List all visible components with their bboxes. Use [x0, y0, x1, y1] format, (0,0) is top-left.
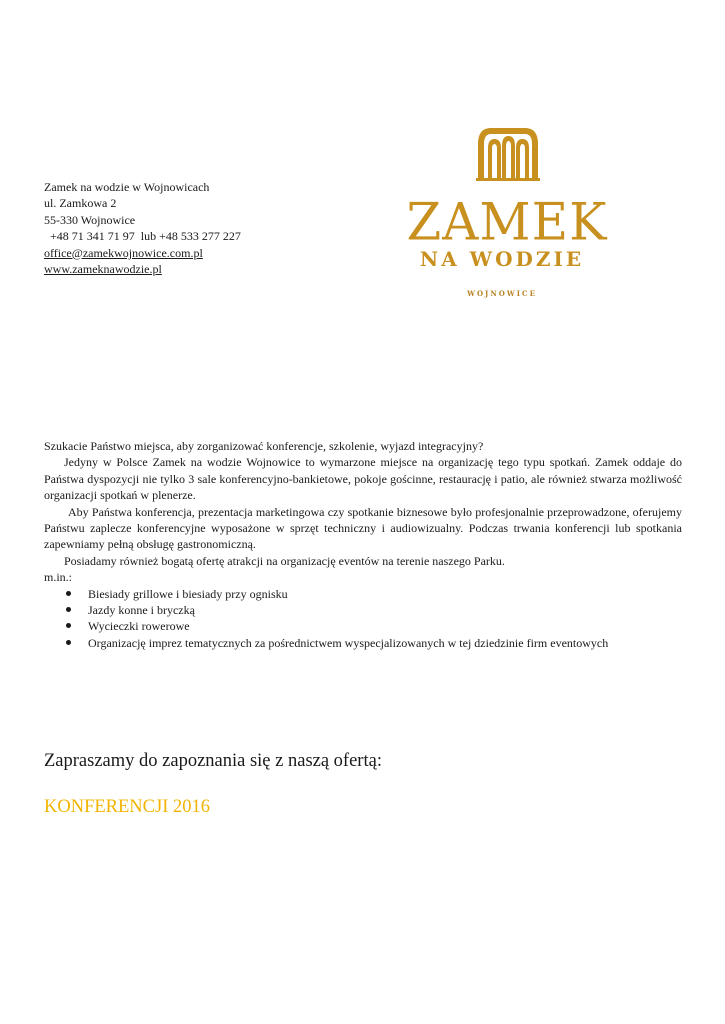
logo-sub-text: NA WODZIE — [419, 247, 585, 271]
offer-description — [44, 438, 682, 651]
website-link[interactable]: www.zameknawodzie.pl — [44, 262, 162, 277]
bullet-icon — [66, 591, 71, 596]
city-address: 55-330 Wojnowice — [44, 212, 136, 227]
invitation-heading: Zapraszamy do zapoznania się z naszą ofertą: — [44, 751, 382, 771]
zamek-logo — [386, 122, 636, 302]
phone-numbers: +48 71 341 71 97 lub +48 533 277 227 — [44, 229, 241, 244]
street-address: ul. Zamkowa 2 — [44, 196, 117, 211]
paragraph-venue: Jedyny w Polsce Zamek na wodzie Wojnowice to wymarzone miejsce na organizację tego typu spotkań. Zamek oddaje do Państwa dyspozycji nie tylko 3 sale konferencyjno-bankietowe, pokoje gościnne, restaurację i patio, ale również stwarza możliwość organizacji spotkań w plenerze. — [44, 455, 682, 503]
list-item: Biesiady grillowe i biesiady przy ognisku — [66, 586, 682, 602]
bullet-icon — [66, 623, 71, 628]
logo-town-text: WOJNOWICE — [467, 289, 537, 298]
list-item: Organizację imprez tematycznych za pośrednictwem wyspecjalizowanych w tej dziedzinie firm eventowych — [66, 635, 682, 651]
castle-windows-icon — [386, 122, 636, 192]
bullet-icon — [66, 640, 71, 645]
conference-title: KONFERENCJI 2016 — [44, 797, 210, 817]
bullet-icon — [66, 607, 71, 612]
intro-question: Szukacie Państwo miejsca, aby zorganizować konferencje, szkolenie, wyjazd integracyjny? — [44, 439, 484, 453]
mi-label: m.in.: — [44, 570, 73, 585]
venue-name: Zamek na wodzie w Wojnowicach — [44, 180, 210, 194]
email-link[interactable]: office@zamekwojnowice.com.pl — [44, 245, 203, 260]
list-item: Jazdy konne i bryczką — [66, 602, 682, 618]
list-item: Wycieczki rowerowe — [66, 618, 682, 634]
logo-main-text: ZAMEK — [406, 192, 608, 252]
paragraph-conference: Aby Państwa konferencja, prezentacja marketingowa czy spotkanie biznesowe było profesjonalnie przeprowadzone, oferujemy Państwu zaplecze konferencyjne wyposażone w sprzęt techniczny i audiowizualny. Podczas trwania konferencji lub spotkania zapewniamy pełną obsługę gastronomiczną. — [44, 504, 682, 552]
attractions-list — [44, 586, 682, 652]
contact-block — [44, 179, 241, 277]
paragraph-attractions: Posiadamy również bogatą ofertę atrakcji na organizację eventów na terenie naszego Parku. — [64, 553, 505, 568]
